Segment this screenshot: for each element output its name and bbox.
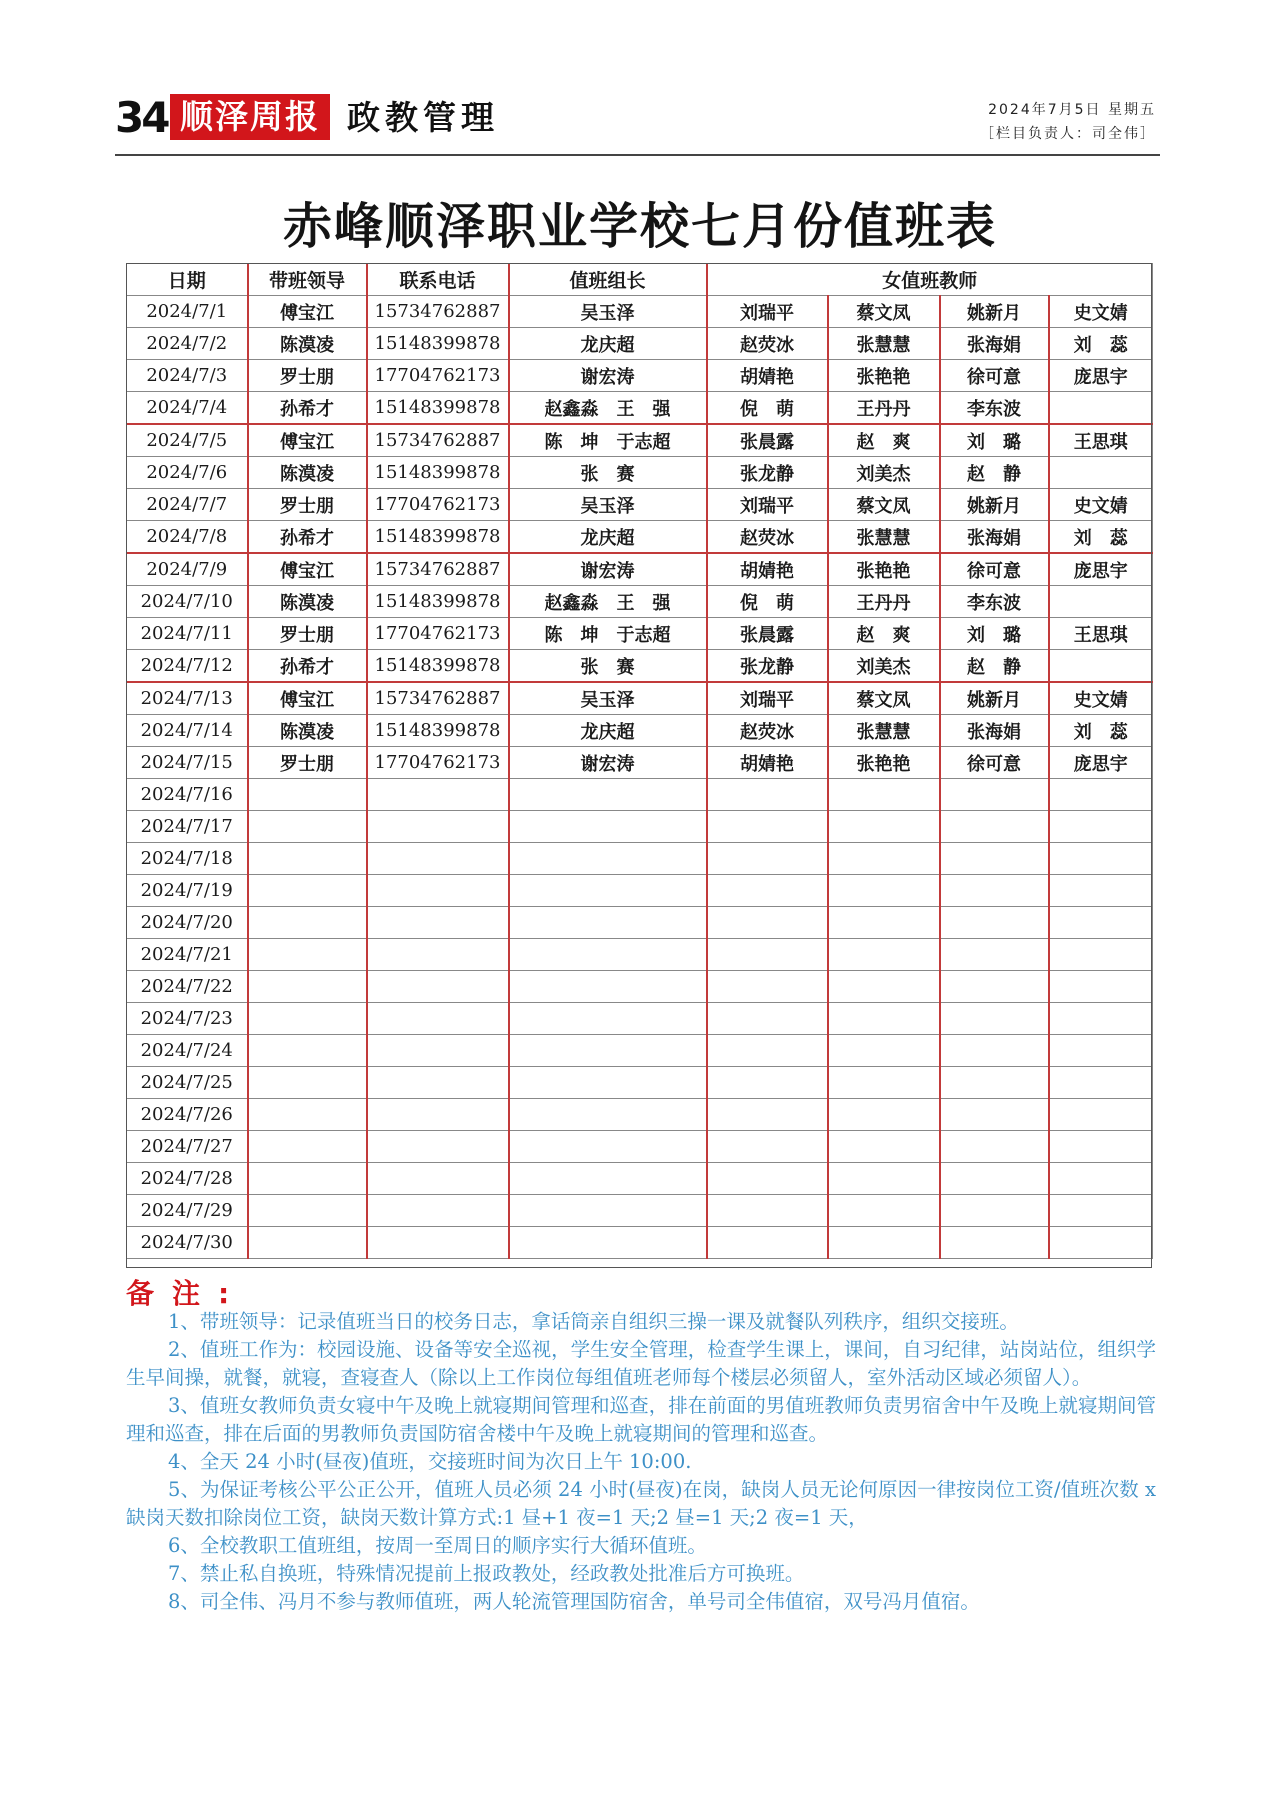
cell-captain: 龙庆超 (509, 715, 707, 747)
issue-date: 2024年7月5日 星期五 (988, 102, 1156, 118)
cell-leader (248, 1195, 367, 1227)
cell-teacher-1 (707, 1163, 828, 1195)
cell-leader: 孙希才 (248, 521, 367, 554)
cell-phone: 15148399878 (367, 392, 509, 425)
cell-teacher-2 (828, 907, 940, 939)
cell-teacher-1 (707, 843, 828, 875)
table-row (127, 553, 1153, 586)
table-row (127, 521, 1153, 554)
cell-teacher-4 (1049, 1067, 1153, 1099)
cell-teacher-2 (828, 971, 940, 1003)
cell-teacher-4 (1049, 907, 1153, 939)
header-female-teachers: 女值班教师 (707, 264, 1153, 296)
cell-teacher-2: 赵 爽 (828, 618, 940, 650)
cell-date: 2024/7/2 (127, 328, 248, 360)
cell-teacher-4: 刘 蕊 (1049, 328, 1153, 360)
cell-teacher-4 (1049, 1035, 1153, 1067)
cell-captain: 吴玉泽 (509, 682, 707, 715)
cell-captain (509, 1035, 707, 1067)
cell-teacher-1: 刘瑞平 (707, 682, 828, 715)
cell-leader (248, 1067, 367, 1099)
cell-teacher-2: 蔡文凤 (828, 296, 940, 328)
page-header (115, 92, 1160, 152)
cell-teacher-4 (1049, 1227, 1153, 1259)
cell-phone: 17704762173 (367, 618, 509, 650)
cell-teacher-2 (828, 779, 940, 811)
cell-captain: 张 赛 (509, 457, 707, 489)
header-phone: 联系电话 (367, 264, 509, 296)
cell-leader: 孙希才 (248, 650, 367, 683)
cell-teacher-3 (940, 1195, 1049, 1227)
table-row (127, 618, 1153, 650)
cell-teacher-1: 倪 萌 (707, 392, 828, 425)
cell-teacher-3 (940, 1003, 1049, 1035)
cell-teacher-3 (940, 875, 1049, 907)
column-editor: ［栏目负责人：司全伟］ (980, 126, 1156, 142)
table-row (127, 457, 1153, 489)
cell-phone: 15148399878 (367, 586, 509, 618)
table-row (127, 1131, 1153, 1163)
cell-teacher-3 (940, 1131, 1049, 1163)
newspaper-logo: 顺泽周报 (170, 94, 330, 140)
cell-teacher-4 (1049, 1131, 1153, 1163)
cell-captain (509, 1227, 707, 1259)
table-row (127, 1099, 1153, 1131)
cell-teacher-4: 庞思宇 (1049, 360, 1153, 392)
cell-teacher-2: 张慧慧 (828, 521, 940, 554)
table-row (127, 586, 1153, 618)
note-item: 2、值班工作为：校园设施、设备等安全巡视，学生安全管理，检查学生课上，课间，自习纪律，站岗站位，组织学生早间操，就餐，就寝，查寝查人（除以上工作岗位每组值班老师每个楼层必须留人，室外活动区域必须留人）。 (126, 1338, 1156, 1389)
page-title: 赤峰顺泽职业学校七月份值班表 (282, 198, 997, 255)
cell-captain: 陈 坤 于志超 (509, 424, 707, 457)
cell-teacher-4: 庞思宇 (1049, 553, 1153, 586)
cell-teacher-4: 王思琪 (1049, 618, 1153, 650)
table-row (127, 1003, 1153, 1035)
cell-leader: 罗士朋 (248, 747, 367, 779)
cell-teacher-1 (707, 1067, 828, 1099)
cell-captain (509, 1163, 707, 1195)
cell-phone (367, 843, 509, 875)
cell-teacher-2: 蔡文凤 (828, 682, 940, 715)
cell-date: 2024/7/8 (127, 521, 248, 554)
cell-teacher-4: 史文婧 (1049, 489, 1153, 521)
cell-date: 2024/7/23 (127, 1003, 248, 1035)
cell-leader: 陈漠凌 (248, 715, 367, 747)
table-row (127, 682, 1153, 715)
cell-phone (367, 1195, 509, 1227)
cell-captain: 赵鑫淼 王 强 (509, 586, 707, 618)
cell-teacher-4 (1049, 875, 1153, 907)
cell-date: 2024/7/28 (127, 1163, 248, 1195)
cell-teacher-1: 胡婧艳 (707, 360, 828, 392)
cell-teacher-3: 李东波 (940, 392, 1049, 425)
cell-captain (509, 875, 707, 907)
cell-teacher-4 (1049, 1099, 1153, 1131)
table-row (127, 747, 1153, 779)
cell-date: 2024/7/7 (127, 489, 248, 521)
cell-date: 2024/7/21 (127, 939, 248, 971)
note-item: 7、禁止私自换班，特殊情况提前上报政教处，经政教处批准后方可换班。 (168, 1562, 805, 1585)
cell-teacher-1: 赵荧冰 (707, 521, 828, 554)
cell-captain (509, 1195, 707, 1227)
cell-leader (248, 1035, 367, 1067)
cell-leader: 傅宝江 (248, 682, 367, 715)
table-row (127, 1163, 1153, 1195)
cell-teacher-1: 胡婧艳 (707, 747, 828, 779)
cell-phone: 15148399878 (367, 328, 509, 360)
cell-captain (509, 779, 707, 811)
cell-date: 2024/7/3 (127, 360, 248, 392)
cell-leader: 傅宝江 (248, 424, 367, 457)
cell-teacher-4 (1049, 650, 1153, 683)
note-item: 5、为保证考核公平公正公开，值班人员必须 24 小时(昼夜)在岗，缺岗人员无论何原因一律按岗位工资/值班次数 x 缺岗天数扣除岗位工资，缺岗天数计算方式:1 昼+1 夜=1 天;2 昼=1 天;2 夜=1 天， (126, 1478, 1156, 1529)
cell-phone (367, 875, 509, 907)
cell-teacher-1: 张晨露 (707, 424, 828, 457)
cell-date: 2024/7/26 (127, 1099, 248, 1131)
cell-teacher-4 (1049, 1163, 1153, 1195)
table-row (127, 939, 1153, 971)
table-row (127, 779, 1153, 811)
cell-teacher-3: 刘 璐 (940, 424, 1049, 457)
section-name: 政教管理 (347, 98, 499, 137)
cell-teacher-3: 张海娟 (940, 521, 1049, 554)
cell-date: 2024/7/9 (127, 553, 248, 586)
cell-teacher-2 (828, 1067, 940, 1099)
cell-teacher-1 (707, 907, 828, 939)
cell-teacher-4 (1049, 392, 1153, 425)
cell-phone: 15734762887 (367, 682, 509, 715)
cell-teacher-1: 刘瑞平 (707, 489, 828, 521)
table-row (127, 1035, 1153, 1067)
cell-captain (509, 907, 707, 939)
cell-phone: 17704762173 (367, 747, 509, 779)
cell-date: 2024/7/1 (127, 296, 248, 328)
table-row (127, 1227, 1153, 1259)
cell-leader (248, 939, 367, 971)
cell-teacher-3: 姚新月 (940, 296, 1049, 328)
cell-date: 2024/7/11 (127, 618, 248, 650)
cell-phone: 15734762887 (367, 424, 509, 457)
cell-captain: 谢宏涛 (509, 553, 707, 586)
note-item: 8、司全伟、冯月不参与教师值班，两人轮流管理国防宿舍，单号司全伟值宿，双号冯月值宿。 (168, 1590, 980, 1613)
cell-teacher-3: 刘 璐 (940, 618, 1049, 650)
cell-teacher-2: 王丹丹 (828, 586, 940, 618)
table-row (127, 875, 1153, 907)
table-row (127, 296, 1153, 328)
note-item: 3、值班女教师负责女寝中午及晚上就寝期间管理和巡查，排在前面的男值班教师负责男宿舍中午及晚上就寝期间管理和巡查，排在后面的男教师负责国防宿舍楼中午及晚上就寝期间的管理和巡查。 (126, 1394, 1156, 1445)
table-row (127, 650, 1153, 683)
cell-teacher-2: 张艳艳 (828, 553, 940, 586)
cell-teacher-4 (1049, 457, 1153, 489)
cell-phone (367, 811, 509, 843)
cell-teacher-4 (1049, 779, 1153, 811)
cell-phone (367, 939, 509, 971)
cell-captain: 吴玉泽 (509, 489, 707, 521)
table-row (127, 715, 1153, 747)
cell-teacher-3: 姚新月 (940, 489, 1049, 521)
cell-teacher-2 (828, 875, 940, 907)
table-row (127, 392, 1153, 425)
cell-phone: 17704762173 (367, 360, 509, 392)
cell-teacher-2 (828, 1035, 940, 1067)
cell-captain: 吴玉泽 (509, 296, 707, 328)
cell-teacher-2 (828, 1003, 940, 1035)
cell-phone: 15148399878 (367, 715, 509, 747)
cell-teacher-2: 张慧慧 (828, 328, 940, 360)
cell-phone (367, 1163, 509, 1195)
cell-teacher-1: 张晨露 (707, 618, 828, 650)
cell-teacher-4: 刘 蕊 (1049, 521, 1153, 554)
cell-date: 2024/7/19 (127, 875, 248, 907)
cell-leader: 陈漠凌 (248, 328, 367, 360)
cell-teacher-4 (1049, 971, 1153, 1003)
page-number: 34 (115, 93, 168, 142)
cell-leader: 罗士朋 (248, 360, 367, 392)
cell-teacher-2: 刘美杰 (828, 650, 940, 683)
cell-captain (509, 1099, 707, 1131)
table-row (127, 1067, 1153, 1099)
cell-captain: 张 赛 (509, 650, 707, 683)
note-item: 4、全天 24 小时(昼夜)值班，交接班时间为次日上午 10:00. (168, 1450, 692, 1473)
cell-captain (509, 971, 707, 1003)
cell-teacher-1 (707, 1035, 828, 1067)
cell-teacher-4 (1049, 1195, 1153, 1227)
cell-phone: 15148399878 (367, 457, 509, 489)
cell-teacher-4 (1049, 939, 1153, 971)
cell-leader: 罗士朋 (248, 618, 367, 650)
cell-captain (509, 843, 707, 875)
cell-teacher-4: 史文婧 (1049, 682, 1153, 715)
cell-phone (367, 971, 509, 1003)
cell-teacher-3 (940, 843, 1049, 875)
cell-teacher-2: 蔡文凤 (828, 489, 940, 521)
notes-title: 备注: (126, 1277, 248, 1310)
cell-teacher-2 (828, 1163, 940, 1195)
cell-leader (248, 907, 367, 939)
cell-date: 2024/7/6 (127, 457, 248, 489)
cell-leader (248, 1131, 367, 1163)
cell-phone: 15148399878 (367, 650, 509, 683)
cell-teacher-1: 刘瑞平 (707, 296, 828, 328)
header-meta (980, 98, 1156, 146)
cell-phone (367, 1003, 509, 1035)
table-row (127, 907, 1153, 939)
cell-teacher-2: 张慧慧 (828, 715, 940, 747)
cell-leader: 罗士朋 (248, 489, 367, 521)
cell-teacher-1 (707, 1003, 828, 1035)
note-item: 1、带班领导：记录值班当日的校务日志，拿话筒亲自组织三操一课及就餐队列秩序，组织交接班。 (168, 1310, 1019, 1333)
cell-phone (367, 907, 509, 939)
cell-captain (509, 811, 707, 843)
cell-teacher-3: 徐可意 (940, 553, 1049, 586)
cell-date: 2024/7/29 (127, 1195, 248, 1227)
cell-teacher-4 (1049, 586, 1153, 618)
cell-teacher-3 (940, 1067, 1049, 1099)
cell-date: 2024/7/20 (127, 907, 248, 939)
cell-teacher-4: 史文婧 (1049, 296, 1153, 328)
cell-teacher-1 (707, 1227, 828, 1259)
header-leader: 带班领导 (248, 264, 367, 296)
cell-captain: 谢宏涛 (509, 747, 707, 779)
table-row (127, 328, 1153, 360)
cell-leader (248, 1163, 367, 1195)
note-item: 6、全校教职工值班组，按周一至周日的顺序实行大循环值班。 (168, 1534, 707, 1557)
cell-teacher-2 (828, 1227, 940, 1259)
cell-teacher-3: 李东波 (940, 586, 1049, 618)
cell-teacher-1 (707, 779, 828, 811)
table-row (127, 843, 1153, 875)
cell-leader (248, 971, 367, 1003)
cell-teacher-1: 倪 萌 (707, 586, 828, 618)
cell-leader (248, 1003, 367, 1035)
cell-teacher-2: 刘美杰 (828, 457, 940, 489)
cell-teacher-3 (940, 779, 1049, 811)
cell-leader: 孙希才 (248, 392, 367, 425)
cell-captain (509, 1131, 707, 1163)
cell-teacher-2: 张艳艳 (828, 360, 940, 392)
cell-teacher-2: 赵 爽 (828, 424, 940, 457)
cell-leader (248, 779, 367, 811)
cell-date: 2024/7/4 (127, 392, 248, 425)
cell-captain: 赵鑫淼 王 强 (509, 392, 707, 425)
table-row (127, 811, 1153, 843)
cell-date: 2024/7/13 (127, 682, 248, 715)
cell-teacher-2 (828, 1195, 940, 1227)
cell-teacher-3 (940, 1099, 1049, 1131)
cell-teacher-3 (940, 939, 1049, 971)
cell-teacher-2: 张艳艳 (828, 747, 940, 779)
cell-captain: 谢宏涛 (509, 360, 707, 392)
cell-captain (509, 1067, 707, 1099)
cell-leader: 傅宝江 (248, 296, 367, 328)
header-divider (115, 154, 1160, 156)
cell-date: 2024/7/5 (127, 424, 248, 457)
cell-teacher-4 (1049, 1003, 1153, 1035)
cell-teacher-1: 赵荧冰 (707, 328, 828, 360)
cell-teacher-2 (828, 811, 940, 843)
cell-teacher-3 (940, 1163, 1049, 1195)
cell-date: 2024/7/27 (127, 1131, 248, 1163)
cell-teacher-4 (1049, 843, 1153, 875)
cell-teacher-4: 庞思宇 (1049, 747, 1153, 779)
cell-teacher-3: 张海娟 (940, 328, 1049, 360)
cell-teacher-1 (707, 811, 828, 843)
cell-captain (509, 1003, 707, 1035)
cell-teacher-1 (707, 1099, 828, 1131)
cell-teacher-3 (940, 1227, 1049, 1259)
duty-table (126, 263, 1153, 1259)
cell-date: 2024/7/15 (127, 747, 248, 779)
cell-date: 2024/7/17 (127, 811, 248, 843)
cell-teacher-3: 赵 静 (940, 650, 1049, 683)
duty-table-body (127, 296, 1153, 1259)
header-date: 日期 (127, 264, 248, 296)
cell-teacher-2 (828, 1131, 940, 1163)
cell-teacher-3: 徐可意 (940, 747, 1049, 779)
cell-teacher-1: 胡婧艳 (707, 553, 828, 586)
cell-teacher-4: 刘 蕊 (1049, 715, 1153, 747)
cell-teacher-1: 张龙静 (707, 650, 828, 683)
cell-phone: 15734762887 (367, 553, 509, 586)
cell-teacher-3: 赵 静 (940, 457, 1049, 489)
cell-teacher-4 (1049, 811, 1153, 843)
cell-teacher-3: 徐可意 (940, 360, 1049, 392)
cell-leader (248, 843, 367, 875)
cell-teacher-2 (828, 939, 940, 971)
cell-phone (367, 1099, 509, 1131)
cell-phone: 15734762887 (367, 296, 509, 328)
cell-date: 2024/7/22 (127, 971, 248, 1003)
cell-date: 2024/7/24 (127, 1035, 248, 1067)
cell-teacher-1: 张龙静 (707, 457, 828, 489)
cell-teacher-4: 王思琪 (1049, 424, 1153, 457)
table-row (127, 1195, 1153, 1227)
cell-teacher-1: 赵荧冰 (707, 715, 828, 747)
cell-phone (367, 779, 509, 811)
cell-teacher-3 (940, 971, 1049, 1003)
cell-teacher-2 (828, 843, 940, 875)
cell-date: 2024/7/18 (127, 843, 248, 875)
cell-teacher-1 (707, 939, 828, 971)
cell-date: 2024/7/25 (127, 1067, 248, 1099)
cell-date: 2024/7/16 (127, 779, 248, 811)
cell-leader (248, 811, 367, 843)
cell-phone (367, 1067, 509, 1099)
cell-teacher-3: 张海娟 (940, 715, 1049, 747)
cell-captain (509, 939, 707, 971)
table-header-row (127, 264, 1153, 296)
table-row (127, 489, 1153, 521)
cell-leader: 傅宝江 (248, 553, 367, 586)
cell-phone (367, 1035, 509, 1067)
table-row (127, 360, 1153, 392)
cell-captain: 陈 坤 于志超 (509, 618, 707, 650)
cell-phone (367, 1227, 509, 1259)
cell-date: 2024/7/12 (127, 650, 248, 683)
cell-phone (367, 1131, 509, 1163)
cell-leader (248, 1099, 367, 1131)
cell-teacher-3 (940, 907, 1049, 939)
cell-leader (248, 1227, 367, 1259)
header-captain: 值班组长 (509, 264, 707, 296)
cell-teacher-3: 姚新月 (940, 682, 1049, 715)
cell-captain: 龙庆超 (509, 328, 707, 360)
cell-leader (248, 875, 367, 907)
cell-teacher-2: 王丹丹 (828, 392, 940, 425)
cell-leader: 陈漠凌 (248, 586, 367, 618)
cell-teacher-1 (707, 1195, 828, 1227)
cell-date: 2024/7/14 (127, 715, 248, 747)
cell-teacher-3 (940, 811, 1049, 843)
cell-date: 2024/7/10 (127, 586, 248, 618)
cell-leader: 陈漠凌 (248, 457, 367, 489)
cell-teacher-2 (828, 1099, 940, 1131)
table-row (127, 971, 1153, 1003)
cell-date: 2024/7/30 (127, 1227, 248, 1259)
notes-list (126, 1308, 1156, 1616)
table-row (127, 424, 1153, 457)
cell-teacher-1 (707, 971, 828, 1003)
cell-teacher-1 (707, 1131, 828, 1163)
cell-teacher-1 (707, 875, 828, 907)
cell-teacher-3 (940, 1035, 1049, 1067)
cell-captain: 龙庆超 (509, 521, 707, 554)
cell-phone: 17704762173 (367, 489, 509, 521)
cell-phone: 15148399878 (367, 521, 509, 554)
